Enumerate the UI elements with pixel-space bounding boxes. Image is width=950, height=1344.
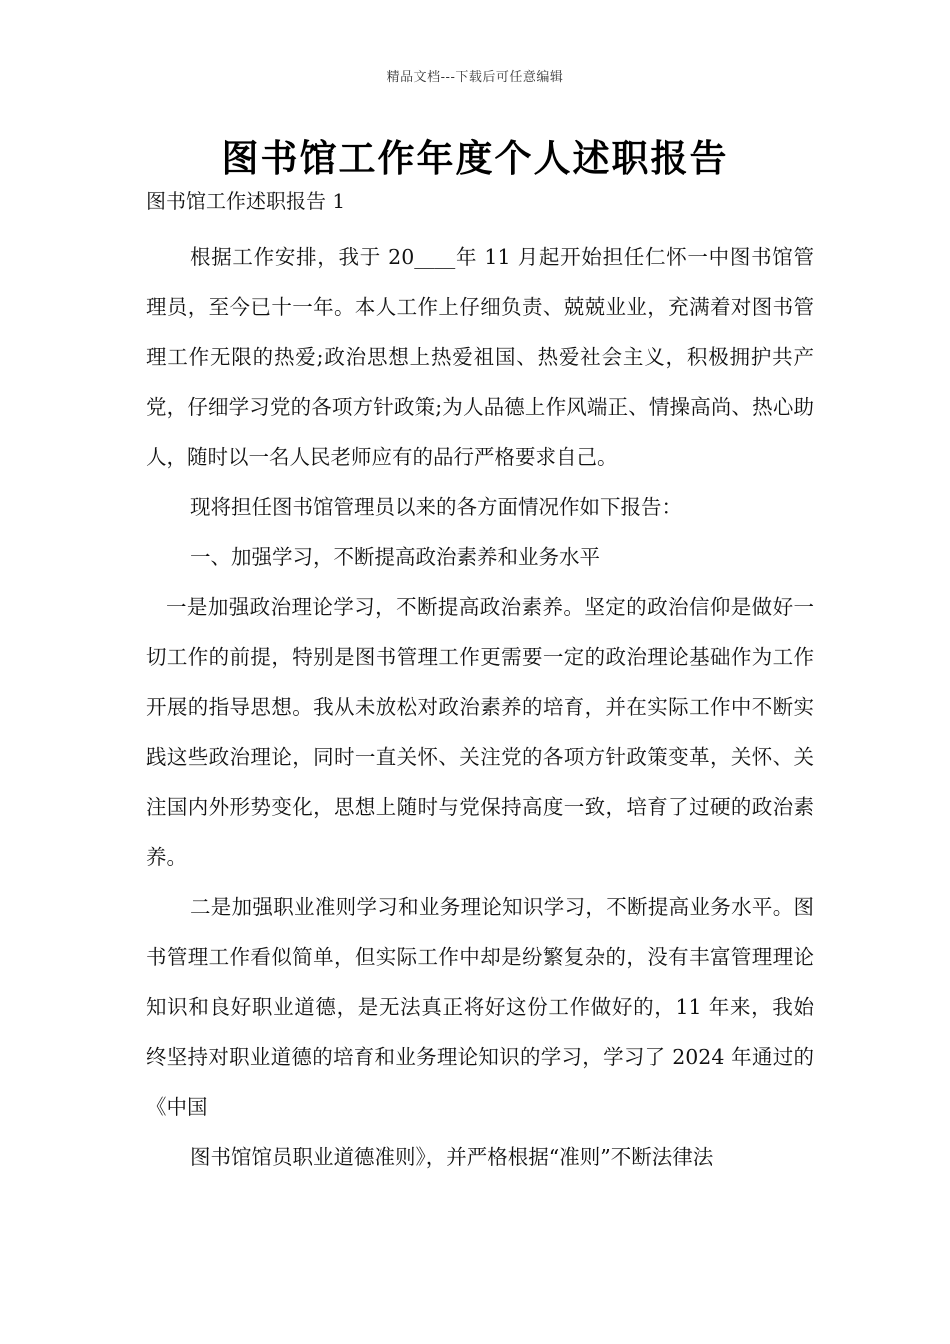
document-title: 图书馆工作年度个人述职报告 (221, 137, 729, 180)
paragraph-political-study: 一是加强政治理论学习，不断提高政治素养。坚定的政治信仰是做好一切工作的前提，特别是图书管理工作更需要一定的政治理论基础作为工作开展的指导思想。我从未放松对政治素养的培育，并在实际工作中不断实践这些政治理论，同时一直关怀、关注党的各项方针政策变革，关怀、关注国内外形势变化，思想上随时与党保持高度一致，培育了过硬的政治素养。 (146, 595, 814, 869)
paragraph-intro: 根据工作安排，我于 20____年 11 月起开始担任仁怀一中图书馆管理员，至今已十一年。本人工作上仔细负责、兢兢业业，充满着对图书管理工作无限的热爱;政治思想上热爱祖国、热爱社会主义，积极拥护共产党，仔细学习党的各项方针政策;为人品德上作风端正、情操高尚、热心助人，随时以一名人民老师应有的品行严格要求自己。 (146, 245, 814, 469)
section-heading-1: 一、加强学习，不断提高政治素养和业务水平 (190, 545, 600, 569)
header-note: 精品文档---下载后可任意编辑 (386, 70, 564, 85)
section-subheading: 图书馆工作述职报告 1 (146, 189, 346, 213)
paragraph-report-lead: 现将担任图书馆管理员以来的各方面情况作如下报告： (190, 495, 682, 519)
paragraph-professional-study: 二是加强职业准则学习和业务理论知识学习，不断提高业务水平。图书管理工作看似简单，但实际工作中却是纷繁复杂的，没有丰富管理理论知识和良好职业道德，是无法真正将好这份工作做好的，11 年来，我始终坚持对职业道德的培育和业务理论知识的学习，学习了 2024 年通过的《中国 (146, 895, 814, 1119)
paragraph-ethics-code: 图书馆馆员职业道德准则》，并严格根据“准则”不断法律法 (190, 1145, 714, 1169)
document-body (146, 232, 814, 1182)
